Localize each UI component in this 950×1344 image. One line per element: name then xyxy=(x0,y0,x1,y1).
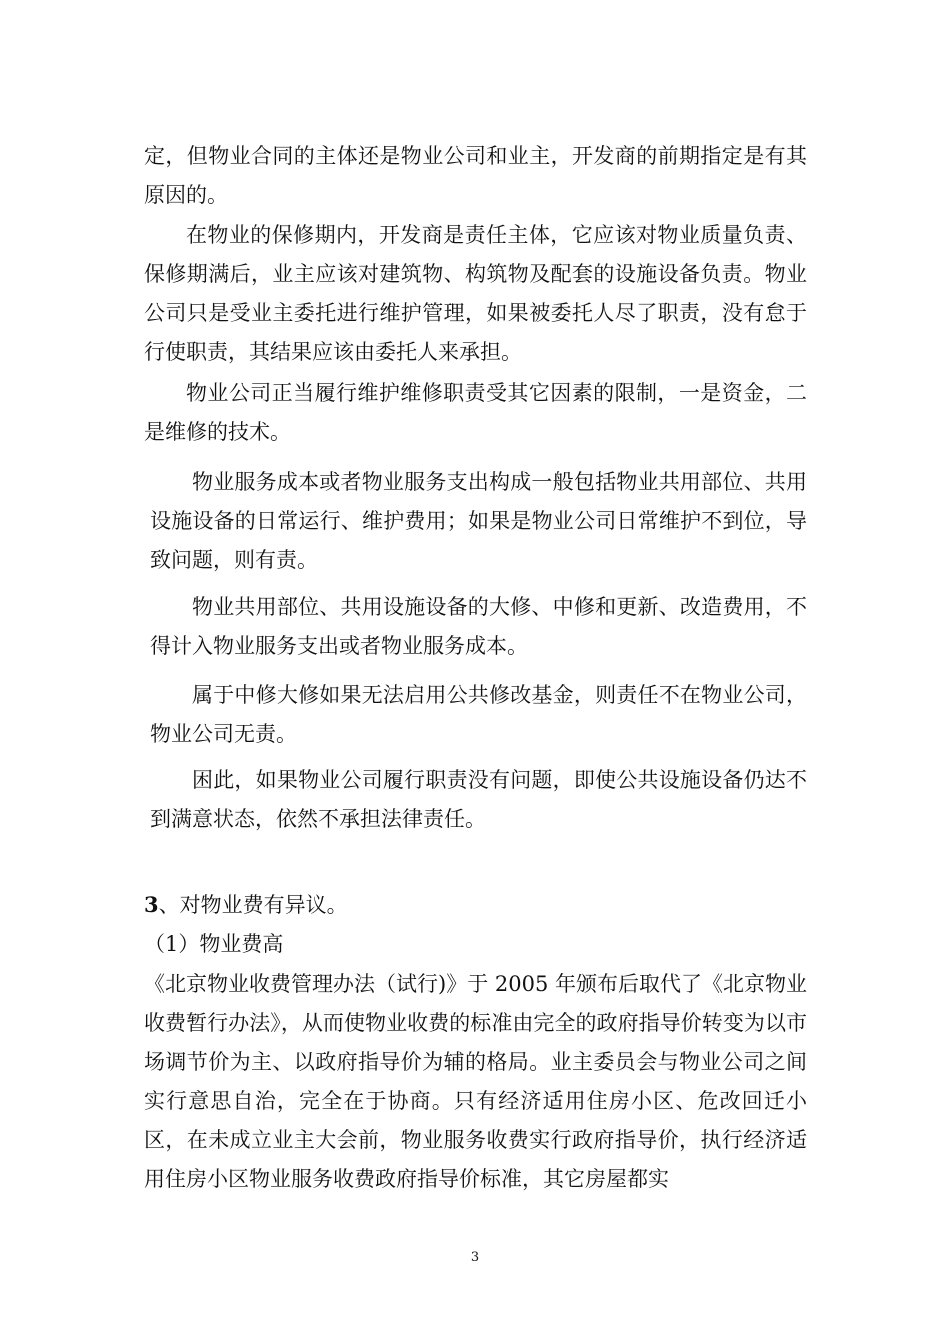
paragraph-fee-regulation: 《北京物业收费管理办法（试行)》于 2005 年颁布后取代了《北京物业收费暂行办法》，从而使物业收费的标准由完全的政府指导价转变为以市场调节价为主、以政府指导价为辅的格局。业主委员会与物业公司之间实行意思自治，完全在于协商。只有经济适用住房小区、危改回迁小区，在未成立业主大会前，物业服务收费实行政府指导价，执行经济适用住房小区物业服务收费政府指导价标准，其它房屋都实 xyxy=(144,972,807,1191)
section-number: 3 xyxy=(144,892,159,917)
page-number: 3 xyxy=(470,1250,480,1265)
paragraph-repair-fund: 属于中修大修如果无法启用公共修改基金，则责任不在物业公司，物业公司无责。 xyxy=(150,683,807,746)
paragraph-warranty-period: 在物业的保修期内，开发商是责任主体，它应该对物业质量负责、保修期满后，业主应该对建筑物、构筑物及配套的设施设备负责。物业公司只是受业主委托进行维护管理，如果被委托人尽了职责，没有怠于行使职责，其结果应该由委托人来承担。 xyxy=(144,223,807,364)
section-title: 、对物业费有异议。 xyxy=(158,893,348,917)
section-heading xyxy=(144,885,807,925)
paragraph-continuation: 定，但物业合同的主体还是物业公司和业主，开发商的前期指定是有其原因的。 xyxy=(144,144,807,207)
paragraph-service-cost: 物业服务成本或者物业服务支出构成一般包括物业共用部位、共用设施设备的日常运行、维护费用；如果是物业公司日常维护不到位，导致问题，则有责。 xyxy=(150,470,807,572)
paragraph-major-repairs: 物业共用部位、共用设施设备的大修、中修和更新、改造费用，不得计入物业服务支出或者物业服务成本。 xyxy=(150,595,807,658)
paragraph-maintenance-limits: 物业公司正当履行维护维修职责受其它因素的限制，一是资金，二是维修的技术。 xyxy=(144,381,807,444)
subheading: （1）物业费高 xyxy=(144,932,284,956)
paragraph-conclusion: 困此，如果物业公司履行职责没有问题，即使公共设施设备仍达不到满意状态，依然不承担法律责任。 xyxy=(150,768,807,831)
